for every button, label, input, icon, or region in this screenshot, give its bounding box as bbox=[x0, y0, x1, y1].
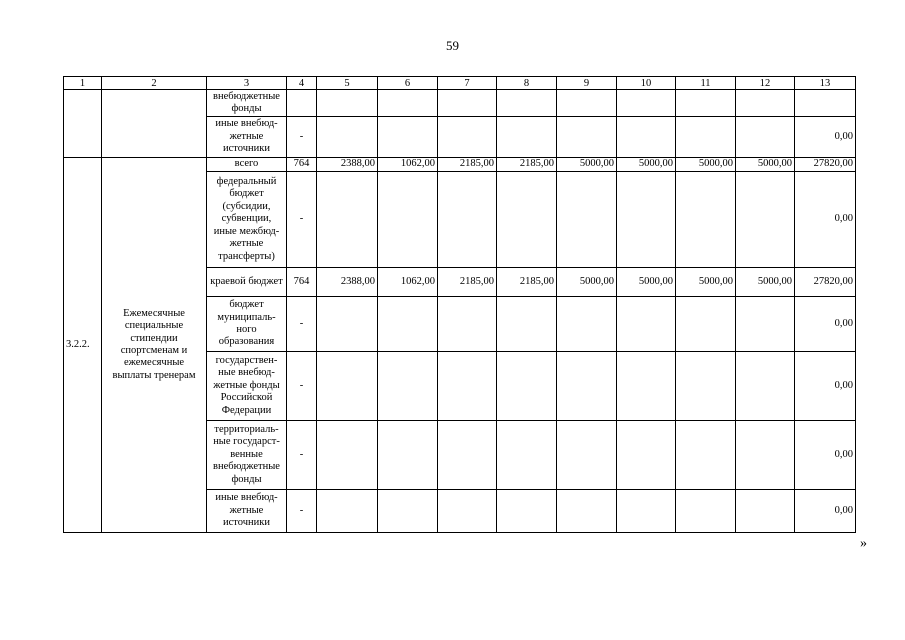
value-cell bbox=[676, 352, 736, 421]
value-cell bbox=[676, 297, 736, 352]
value-cell bbox=[617, 352, 676, 421]
value-cell: 2185,00 bbox=[497, 268, 557, 297]
value-cell: 5000,00 bbox=[676, 158, 736, 172]
value-cell bbox=[317, 117, 378, 158]
value-cell bbox=[497, 90, 557, 117]
value-cell bbox=[617, 172, 676, 268]
code-cell: - bbox=[287, 172, 317, 268]
value-cell bbox=[317, 90, 378, 117]
value-cell bbox=[317, 421, 378, 490]
value-cell: 2185,00 bbox=[438, 268, 497, 297]
source-cell: внебюджетные фонды bbox=[207, 90, 287, 117]
value-cell bbox=[438, 297, 497, 352]
value-cell: 0,00 bbox=[795, 490, 856, 533]
name-cell bbox=[102, 90, 207, 158]
source-cell: бюджет муниципаль-ного образования bbox=[207, 297, 287, 352]
value-cell: 2388,00 bbox=[317, 158, 378, 172]
value-cell bbox=[497, 117, 557, 158]
value-cell bbox=[557, 297, 617, 352]
table-row bbox=[64, 158, 856, 172]
value-cell bbox=[378, 297, 438, 352]
section-index: 3.2.2. bbox=[64, 158, 102, 533]
source-cell: иные внебюд-жетные источники bbox=[207, 117, 287, 158]
value-cell bbox=[795, 90, 856, 117]
header-cell: 10 bbox=[617, 77, 676, 90]
value-cell bbox=[617, 90, 676, 117]
value-cell bbox=[497, 352, 557, 421]
section-name: Ежемесячные специальные стипендии спортсменам и ежемесячные выплаты тренерам bbox=[102, 158, 207, 533]
value-cell bbox=[736, 297, 795, 352]
value-cell bbox=[676, 490, 736, 533]
header-cell: 6 bbox=[378, 77, 438, 90]
value-cell bbox=[378, 172, 438, 268]
value-cell: 1062,00 bbox=[378, 158, 438, 172]
value-cell bbox=[617, 297, 676, 352]
value-cell bbox=[557, 490, 617, 533]
value-cell: 27820,00 bbox=[795, 158, 856, 172]
value-cell: 0,00 bbox=[795, 421, 856, 490]
value-cell: 5000,00 bbox=[617, 268, 676, 297]
value-cell bbox=[557, 90, 617, 117]
value-cell bbox=[378, 421, 438, 490]
code-cell: - bbox=[287, 117, 317, 158]
value-cell bbox=[317, 352, 378, 421]
value-cell bbox=[557, 172, 617, 268]
value-cell bbox=[617, 490, 676, 533]
value-cell bbox=[317, 297, 378, 352]
source-cell: краевой бюджет bbox=[207, 268, 287, 297]
value-cell: 0,00 bbox=[795, 117, 856, 158]
header-cell: 9 bbox=[557, 77, 617, 90]
value-cell: 2388,00 bbox=[317, 268, 378, 297]
table-row bbox=[64, 90, 856, 117]
value-cell bbox=[676, 172, 736, 268]
value-cell: 5000,00 bbox=[557, 158, 617, 172]
value-cell: 0,00 bbox=[795, 172, 856, 268]
header-cell: 2 bbox=[102, 77, 207, 90]
code-cell: - bbox=[287, 297, 317, 352]
value-cell bbox=[317, 490, 378, 533]
value-cell bbox=[617, 117, 676, 158]
code-cell: - bbox=[287, 352, 317, 421]
header-cell: 11 bbox=[676, 77, 736, 90]
value-cell bbox=[676, 421, 736, 490]
code-cell: 764 bbox=[287, 158, 317, 172]
value-cell bbox=[676, 90, 736, 117]
value-cell bbox=[736, 352, 795, 421]
index-cell bbox=[64, 90, 102, 158]
value-cell bbox=[378, 117, 438, 158]
value-cell: 5000,00 bbox=[557, 268, 617, 297]
value-cell bbox=[378, 352, 438, 421]
header-cell: 1 bbox=[64, 77, 102, 90]
value-cell bbox=[497, 421, 557, 490]
source-cell: иные внебюд-жетные источники bbox=[207, 490, 287, 533]
value-cell bbox=[736, 90, 795, 117]
source-cell: всего bbox=[207, 158, 287, 172]
value-cell: 5000,00 bbox=[617, 158, 676, 172]
source-cell: территориаль-ные государст-венные внебюджетные фонды bbox=[207, 421, 287, 490]
value-cell bbox=[317, 172, 378, 268]
source-cell: государствен-ные внебюд-жетные фонды Российской Федерации bbox=[207, 352, 287, 421]
value-cell bbox=[736, 172, 795, 268]
value-cell bbox=[497, 172, 557, 268]
page-number: 59 bbox=[446, 38, 459, 53]
code-cell: - bbox=[287, 421, 317, 490]
value-cell: 5000,00 bbox=[736, 268, 795, 297]
value-cell: 5000,00 bbox=[736, 158, 795, 172]
header-cell: 13 bbox=[795, 77, 856, 90]
value-cell bbox=[736, 117, 795, 158]
code-cell: 764 bbox=[287, 268, 317, 297]
value-cell bbox=[676, 117, 736, 158]
value-cell bbox=[557, 117, 617, 158]
value-cell bbox=[378, 90, 438, 117]
value-cell bbox=[557, 421, 617, 490]
value-cell bbox=[438, 172, 497, 268]
value-cell bbox=[438, 421, 497, 490]
header-cell: 4 bbox=[287, 77, 317, 90]
budget-table bbox=[63, 76, 856, 533]
table-header-row bbox=[64, 77, 856, 90]
source-cell: федеральный бюджет (субсидии, субвенции, иные межбюд-жетные трансферты) bbox=[207, 172, 287, 268]
value-cell bbox=[617, 421, 676, 490]
value-cell bbox=[438, 490, 497, 533]
value-cell: 5000,00 bbox=[676, 268, 736, 297]
value-cell bbox=[497, 297, 557, 352]
header-cell: 5 bbox=[317, 77, 378, 90]
value-cell bbox=[438, 352, 497, 421]
value-cell bbox=[378, 490, 438, 533]
value-cell: 27820,00 bbox=[795, 268, 856, 297]
value-cell: 2185,00 bbox=[497, 158, 557, 172]
header-cell: 8 bbox=[497, 77, 557, 90]
value-cell bbox=[557, 352, 617, 421]
header-cell: 7 bbox=[438, 77, 497, 90]
value-cell: 0,00 bbox=[795, 352, 856, 421]
value-cell: 1062,00 bbox=[378, 268, 438, 297]
code-cell: - bbox=[287, 490, 317, 533]
closing-quote-mark: » bbox=[860, 536, 867, 551]
value-cell bbox=[438, 90, 497, 117]
value-cell bbox=[736, 490, 795, 533]
header-cell: 3 bbox=[207, 77, 287, 90]
value-cell bbox=[736, 421, 795, 490]
value-cell bbox=[497, 490, 557, 533]
header-cell: 12 bbox=[736, 77, 795, 90]
value-cell: 2185,00 bbox=[438, 158, 497, 172]
code-cell bbox=[287, 90, 317, 117]
value-cell bbox=[438, 117, 497, 158]
value-cell: 0,00 bbox=[795, 297, 856, 352]
